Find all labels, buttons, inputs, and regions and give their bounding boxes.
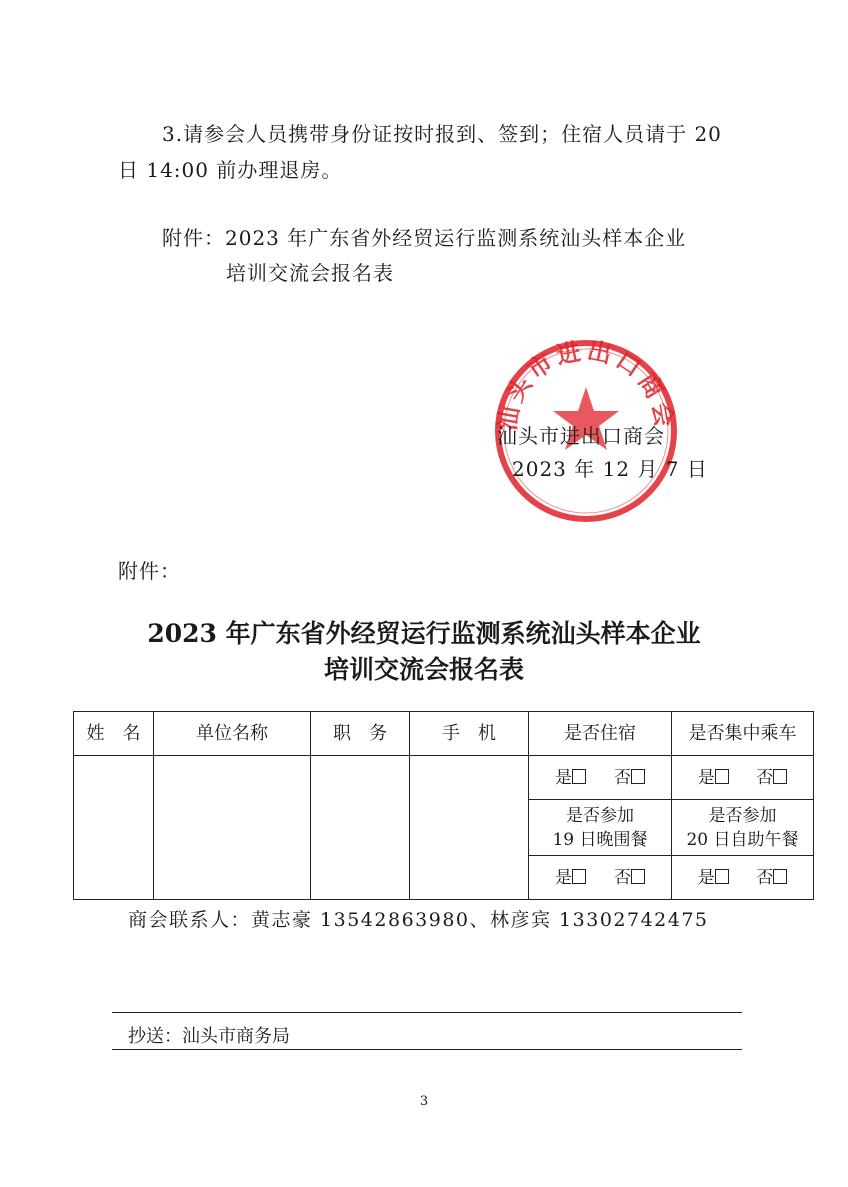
header-name: 姓 名	[74, 712, 154, 756]
lunch-question	[672, 800, 814, 856]
yes-label: 是	[555, 867, 572, 888]
attachment-reference-cont: 培训交流会报名表	[226, 261, 394, 285]
header-accommodation: 是否住宿	[529, 712, 672, 756]
accommodation-choice	[529, 756, 672, 800]
table-header-row	[74, 712, 814, 756]
no-checkbox[interactable]	[773, 869, 787, 884]
dinner-choice	[529, 856, 672, 900]
no-label: 否	[756, 867, 774, 888]
yes-label: 是	[697, 767, 715, 788]
no-label: 否	[614, 767, 631, 788]
notice-item3-line1: 3.请参会人员携带身份证按时报到、签到；住宿人员请于 20	[162, 122, 722, 146]
form-title-line1: 2023 年广东省外经贸运行监测系统汕头样本企业	[147, 619, 701, 648]
no-checkbox[interactable]	[773, 769, 787, 784]
attachment-heading: 附件：	[118, 559, 181, 583]
registration-form-table	[73, 711, 814, 900]
yes-checkbox[interactable]	[572, 869, 586, 884]
lunch-line2: 20 日自助午餐	[686, 829, 799, 850]
shuttle-choice	[672, 756, 814, 800]
yes-checkbox[interactable]	[715, 769, 729, 784]
no-checkbox[interactable]	[631, 869, 645, 884]
no-label: 否	[756, 767, 774, 788]
no-checkbox[interactable]	[631, 769, 645, 784]
divider-top	[112, 1012, 742, 1013]
svg-text:汕头市进出口商会: 汕头市进出口商会	[492, 336, 680, 433]
yes-label: 是	[697, 867, 715, 888]
no-label: 否	[614, 867, 631, 888]
yes-checkbox[interactable]	[572, 769, 586, 784]
carbon-copy: 抄送：汕头市商务局	[128, 1026, 290, 1047]
notice-item3-line2: 日 14:00 前办理退房。	[118, 158, 343, 182]
dinner-line1: 是否参加	[566, 805, 634, 826]
dinner-line2: 19 日晚围餐	[552, 829, 648, 850]
yes-label: 是	[555, 767, 572, 788]
yes-checkbox[interactable]	[715, 869, 729, 884]
mobile-cell[interactable]	[410, 756, 529, 900]
header-company: 单位名称	[154, 712, 311, 756]
attachment-reference: 附件：2023 年广东省外经贸运行监测系统汕头样本企业	[162, 226, 687, 250]
form-title-line2: 培训交流会报名表	[323, 655, 524, 684]
divider-bottom	[112, 1049, 742, 1050]
lunch-line1: 是否参加	[708, 805, 777, 826]
signature-organization: 汕头市进出口商会	[497, 424, 665, 448]
header-mobile: 手 机	[410, 712, 529, 756]
header-shuttle: 是否集中乘车	[672, 712, 814, 756]
contact-persons: 商会联系人：黄志豪 13542863980、林彦宾 13302742475	[128, 909, 709, 931]
page-number: 3	[419, 1094, 429, 1109]
dinner-question	[529, 800, 672, 856]
signature-date: 2023 年 12 月 7 日	[512, 457, 708, 481]
lunch-choice	[672, 856, 814, 900]
company-cell[interactable]	[154, 756, 311, 900]
table-row	[74, 756, 814, 800]
position-cell[interactable]	[311, 756, 410, 900]
header-position: 职 务	[311, 712, 410, 756]
name-cell[interactable]	[74, 756, 154, 900]
